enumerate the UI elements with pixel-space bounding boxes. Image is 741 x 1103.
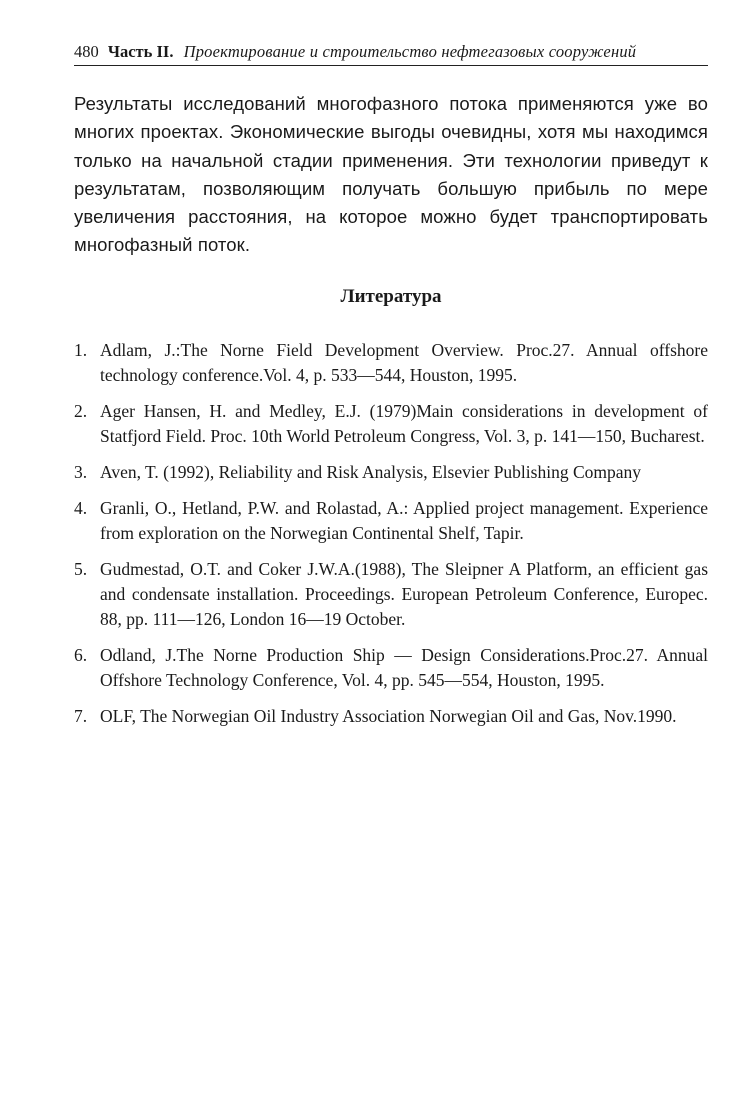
reference-number: 5.: [74, 559, 88, 579]
reference-text: OLF, The Norwegian Oil Industry Association Norwegian Oil and Gas, Nov.1990.: [100, 706, 677, 726]
references-heading: Литература: [340, 286, 442, 307]
part-label: Часть II.: [107, 42, 174, 61]
reference-text: Granli, O., Hetland, P.W. and Rolastad, A.: Applied project management. Experience from exploration on the Norwegian Continental Shelf, Tapir.: [100, 498, 708, 543]
reference-text: Odland, J.The Norne Production Ship — Design Considerations.Proc.27. Annual Offshore Technology Conference, Vol. 4, pp. 545—554, Houston, 1995.: [100, 645, 708, 690]
reference-number: 1.: [74, 340, 88, 360]
references-list: [74, 338, 708, 740]
reference-item: [74, 643, 708, 693]
reference-item: [74, 704, 708, 729]
reference-text: Aven, T. (1992), Reliability and Risk Analysis, Elsevier Publishing Company: [100, 462, 642, 482]
reference-text: Gudmestad, O.T. and Coker J.W.A.(1988), The Sleipner A Platform, an efficient gas and condensate installation. Proceedings. European Petroleum Conference, Europec. 88, pp. 111—126, London 16—19 October.: [100, 559, 708, 629]
reference-number: 7.: [74, 706, 88, 726]
reference-number: 4.: [74, 498, 88, 518]
reference-number: 3.: [74, 462, 88, 482]
reference-number: 2.: [74, 401, 88, 421]
part-title: Проектирование и строительство нефтегазовых сооружений: [183, 42, 637, 61]
reference-number: 6.: [74, 645, 88, 665]
reference-text: Ager Hansen, H. and Medley, E.J. (1979)Main considerations in development of Statfjord Field. Proc. 10th World Petroleum Congress, Vol. 3, p. 141—150, Bucharest.: [100, 401, 708, 446]
reference-item: [74, 338, 708, 388]
reference-item: [74, 496, 708, 546]
reference-item: [74, 460, 708, 485]
reference-item: [74, 557, 708, 632]
page-number: 480: [74, 42, 99, 61]
reference-item: [74, 399, 708, 449]
intro-paragraph: Результаты исследований многофазного потока применяются уже во многих проектах. Экономические выгоды очевидны, хотя мы находимся только на начальной стадии применения. Эти технологии приведут к результатам, позволяющим получать большую прибыль по мере увеличения расстояния, на которое можно будет транспортировать многофазный поток.: [74, 93, 708, 256]
reference-text: Adlam, J.:The Norne Field Development Overview. Proc.27. Annual offshore technology conference.Vol. 4, p. 533—544, Houston, 1995.: [100, 340, 708, 385]
running-header: [74, 42, 708, 66]
